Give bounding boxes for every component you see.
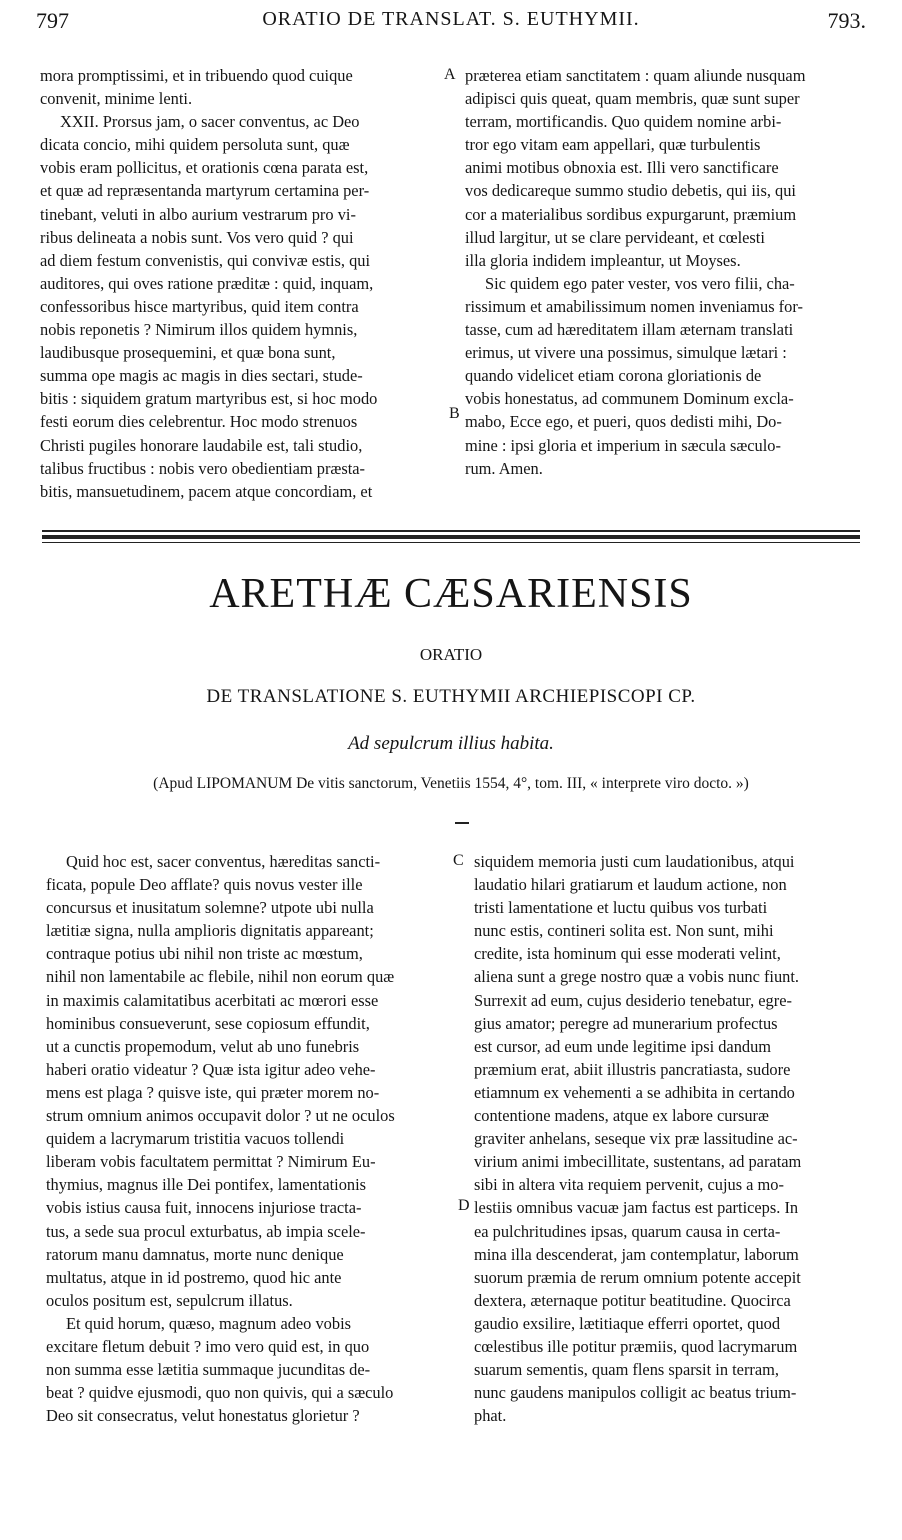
text-line: sibi in altera vita requiem pervenit, cujus a mo- [474, 1175, 784, 1195]
text-line: est cursor, ad eum unde legitime ipsi dandum [474, 1036, 772, 1056]
text-line: rissimum et amabilissimum nomen inveniamus for- [465, 296, 803, 316]
text-line: excitare fletum debuit ? imo vero quid est, in quo [46, 1336, 370, 1356]
text-line: gius amator; peregre ad munerarium profectus [474, 1013, 778, 1033]
text-line: nobis reponetis ? Nimirum illos quidem hymnis, [40, 320, 358, 340]
margin-letter-a: A [444, 66, 456, 83]
text-line: tus, a sede sua procul exturbatus, ab impia scele- [46, 1221, 366, 1241]
text-line: bitis : siquidem gratum martyribus est, si hoc modo [40, 389, 378, 409]
page-title: ARETHÆ CÆSARIENSIS [209, 571, 693, 617]
text-line: et quæ ad repræsentanda martyrum certamina per- [40, 181, 370, 201]
text-line: virium animi imbecillitate, sustentans, ad paratam [474, 1152, 802, 1172]
text-line: tristi lamentatione et luctu quibus vos turbati [474, 898, 768, 918]
text-line: tinebant, veluti in albo aurium vestrarum pro vi- [40, 204, 356, 224]
text-line: concursus et inusitatum solemne? utpote ubi nulla [46, 898, 374, 918]
text-line: animi motibus obnoxia est. Illi vero sanctificare [465, 158, 779, 178]
running-header [36, 8, 866, 38]
source-citation: (Apud LIPOMANUM De vitis sanctorum, Venetiis 1554, 4°, tom. III, « interprete viro docto. ») [153, 775, 749, 792]
text-line: mora promptissimi, et in tribuendo quod cuique [40, 66, 353, 85]
text-line: mina illa descenderat, jam contemplatur, laborum [474, 1244, 799, 1264]
subtitle-translatione: DE TRANSLATIONE S. EUTHYMII ARCHIEPISCOPI CP. [206, 686, 696, 707]
text-line: XXII. Prorsus jam, o sacer conventus, ac Deo [60, 112, 360, 132]
text-line: tror ego vitam eam appellari, quæ turbulentis [465, 135, 761, 155]
top-right-column [465, 64, 865, 480]
text-line: ea pulchritudines ipsas, quarum causa in certa- [474, 1221, 781, 1241]
text-line: ad diem festum convenistis, qui convivæ estis, qui [40, 250, 371, 270]
text-line: quidem a lacrymarum tristitia vacuos tollendi [46, 1129, 345, 1149]
running-title: ORATIO DE TRANSLAT. S. EUTHYMII. [262, 8, 640, 30]
text-line: Sic quidem ego pater vester, vos vero filii, cha- [485, 273, 795, 293]
margin-letter-d: D [458, 1197, 470, 1214]
margin-letter-b: B [449, 405, 460, 422]
text-line: ut a cunctis propemodum, velut ab uno funebris [46, 1036, 360, 1056]
text-line: nunc gaudens manipulos colligit ac beatus trium- [474, 1383, 797, 1403]
ornament-dash [455, 822, 469, 824]
text-line: illud largitur, ut se clare pervideant, et cœlesti [465, 227, 765, 247]
text-line: adipisci quis queat, quam membris, quæ sunt super [465, 89, 800, 109]
text-line: dextera, æternaque potitur beatitudine. Quocirca [474, 1290, 791, 1310]
subtitle-oratio: ORATIO [419, 645, 483, 664]
text-line: siquidem memoria justi cum laudationibus, atqui [474, 852, 795, 871]
text-line: suarum sementis, quam flens sparsit in terram, [474, 1360, 779, 1380]
text-line: convenit, minime lenti. [40, 89, 193, 109]
text-line: beat ? quidve ejusmodi, quo non quivis, qui a sæculo [46, 1383, 394, 1403]
text-line: rum. Amen. [465, 458, 543, 478]
text-line: ribus delineata a nobis sunt. Vos vero quid ? qui [40, 227, 354, 247]
text-line: graviter anhelans, seseque vix præ lassitudine ac- [474, 1129, 798, 1149]
text-line: nunc estis, contineri solita est. Non sunt, mihi [474, 921, 774, 941]
text-line: terram, mortificandis. Quo quidem nomine arbi- [465, 112, 782, 132]
text-line: laudibusque prosequemini, et quæ bona sunt, [40, 343, 336, 363]
bottom-right-column [474, 850, 874, 1427]
text-line: laudatio hilari gratiarum et laudum actione, non [474, 875, 787, 895]
text-line: lestiis omnibus vacuæ jam factus est particeps. In [474, 1198, 799, 1218]
text-line: ratorum manu damnatus, morte nunc denique [46, 1244, 344, 1264]
text-line: contraque potius ubi nihil non triste ac mœstum, [46, 944, 363, 964]
bottom-left-column [46, 850, 450, 1427]
text-line: thymius, magnus ille Dei pontifex, lamentationis [46, 1175, 367, 1195]
text-line: Christi pugiles honorare laudabile est, tali studio, [40, 435, 363, 455]
text-line: gaudio exsilire, lætitiaque efferri oportet, quod [474, 1313, 781, 1333]
text-line: erimus, ut vivere una possimus, simulque lætari : [465, 343, 787, 363]
text-line: ficata, popule Deo afflate? quis novus vester ille [46, 875, 363, 895]
top-left-column [40, 64, 438, 503]
text-line: quando videlicet etiam corona gloriationis de [465, 366, 762, 386]
text-line: mens est plaga ? quisve iste, qui præter morem no- [46, 1082, 380, 1102]
text-line: cœlestibus ille potitur præmiis, quod lacrymarum [474, 1336, 798, 1356]
text-line: dicata concio, mihi quidem persoluta sunt, quæ [40, 135, 350, 155]
text-line: Surrexit ad eum, cujus desiderio tenebatur, egre- [474, 990, 792, 1010]
text-line: nihil non lamentabile ac flebile, nihil non eorum quæ [46, 967, 395, 987]
text-line: bitis, mansuetudinem, pacem atque concordiam, et [40, 481, 373, 501]
text-line: in maximis calamitatibus acerbitati ac mœrori esse [46, 990, 379, 1010]
text-line: vobis honestatus, ad communem Dominum excla- [465, 389, 794, 409]
text-line: phat. [474, 1406, 507, 1426]
text-line: præmium erat, abiit illustris pancratiasta, sudore [474, 1059, 791, 1079]
text-line: confessoribus hisce martyribus, quid item contra [40, 296, 359, 316]
text-line: etiamnum ex vehementi a se adhibita in certando [474, 1082, 795, 1102]
margin-letter-c: C [453, 852, 464, 869]
text-line: contentione madens, atque ex labore cursuræ [474, 1106, 769, 1126]
divider-rule-thin [42, 542, 860, 543]
divider-rule-thick [42, 535, 860, 539]
text-line: multatus, atque in id postremo, quod hic ante [46, 1267, 342, 1287]
text-line: vos dedicareque summo studio debetis, qui iis, qui [465, 181, 796, 201]
text-line: suorum præmia de rerum omnium potente accepit [474, 1267, 801, 1287]
page-number-left: 797 [36, 8, 69, 33]
text-line: Et quid horum, quæso, magnum adeo vobis [66, 1313, 351, 1333]
text-line: illa gloria indidem impleantur, ut Moyses. [465, 250, 741, 270]
page-number-right: 793. [827, 8, 866, 33]
text-line: liberam vobis facultatem permittat ? Nimirum Eu- [46, 1152, 376, 1172]
subtitle-ad-sepulcrum: Ad sepulcrum illius habita. [348, 733, 554, 754]
text-line: præterea etiam sanctitatem : quam aliunde nusquam [465, 66, 806, 85]
text-line: auditores, qui oves ratione præditæ : quid, inquam, [40, 273, 374, 293]
text-line: vobis eram pollicitus, et orationis cœna parata est, [40, 158, 369, 178]
text-line: festi eorum dies celebrentur. Hoc modo strenuos [40, 412, 358, 432]
divider-rule [42, 530, 860, 532]
text-line: tasse, cum ad hæreditatem illam æternam translati [465, 320, 794, 340]
text-line: cor a materialibus sordibus expurgarunt, præmium [465, 204, 797, 224]
text-line: non summa esse lætitia summaque jucunditas de- [46, 1360, 371, 1380]
text-line: haberi oratio videatur ? Quæ ista igitur adeo vehe- [46, 1059, 376, 1079]
text-line: oculos positum est, sepulcrum illatus. [46, 1290, 293, 1310]
text-line: lætitiæ signa, nulla amplioris dignitatis appareant; [46, 921, 374, 941]
text-line: credite, ista hominum qui esse moderati velint, [474, 944, 781, 964]
text-line: aliena sunt a grege nostro quæ a vobis nunc fiunt. [474, 967, 800, 987]
text-line: Deo sit consecratus, velut honestatus glorietur ? [46, 1406, 360, 1426]
text-line: mine : ipsi gloria et imperium in sæcula sæculo- [465, 435, 781, 455]
text-line: vobis istius causa fuit, innocens injuriose tracta- [46, 1198, 362, 1218]
text-line: mabo, Ecce ego, et pueri, quos dedisti mihi, Do- [465, 412, 782, 432]
text-line: summa ope magis ac magis in dies sectari, stude- [40, 366, 363, 386]
text-line: talibus fructibus : nobis vero obedientiam præsta- [40, 458, 366, 478]
text-line: hominibus consueverunt, sese copiosum effundit, [46, 1013, 370, 1033]
text-line: strum omnium animos occupavit dolor ? ut ne oculos [46, 1106, 395, 1126]
text-line: Quid hoc est, sacer conventus, hæreditas sancti- [66, 852, 381, 871]
